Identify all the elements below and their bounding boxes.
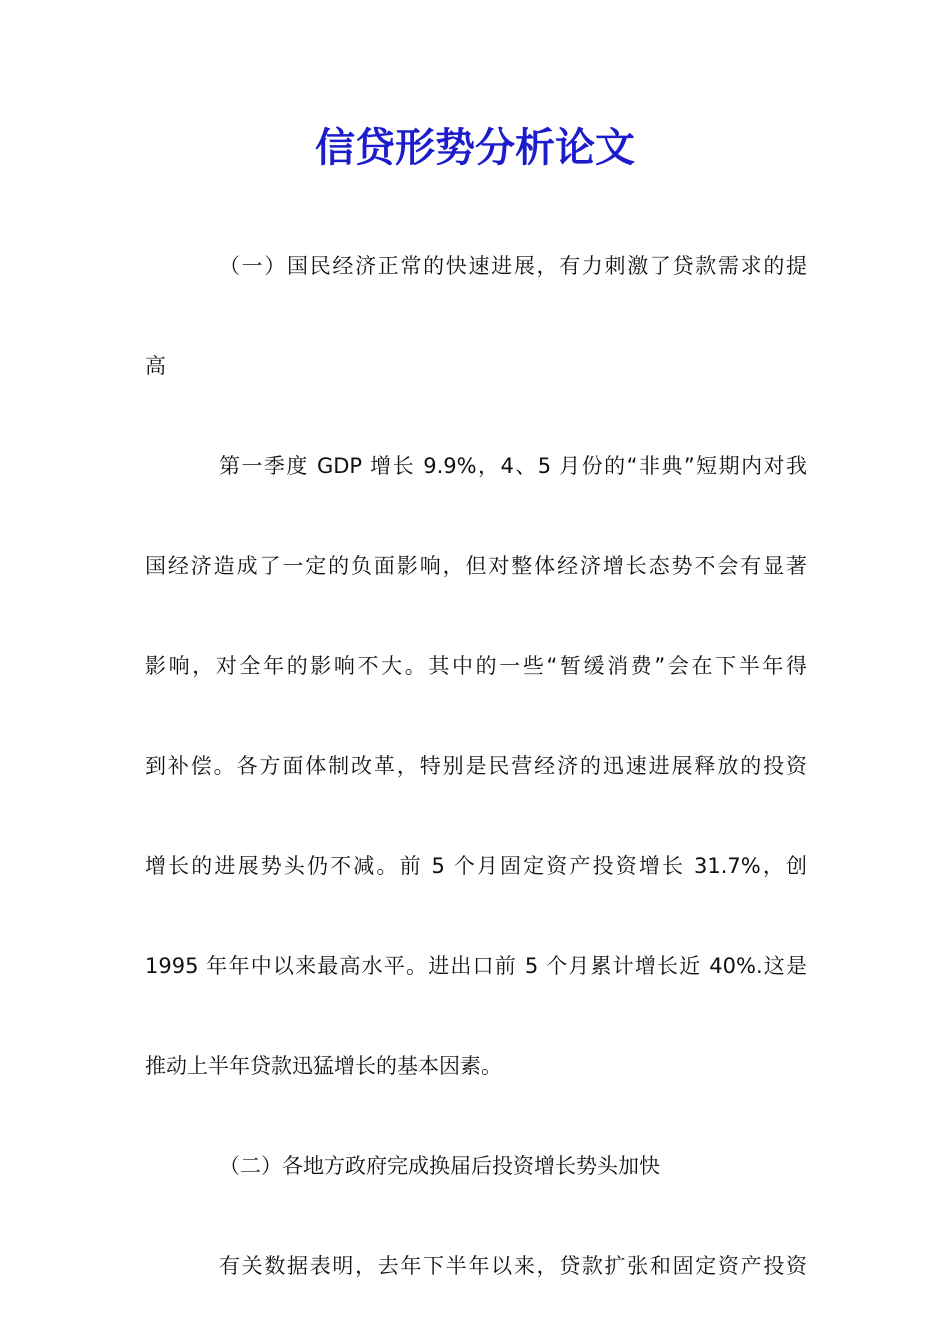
paragraph-line: 高 [145,354,166,378]
paragraph-line: 推动上半年贷款迅猛增长的基本因素。 [145,1054,502,1078]
paragraph-line: 第一季度 GDP 增长 9.9%，4、5 月份的“非典”短期内对我 [219,454,807,478]
paragraph-line: 1995 年年中以来最高水平。进出口前 5 个月累计增长近 40%.这是 [145,954,807,978]
paragraph-line: （一）国民经济正常的快速进展，有力刺激了贷款需求的提 [219,254,807,278]
paragraph-line: 有关数据表明，去年下半年以来，贷款扩张和固定资产投资 [219,1254,807,1278]
document-body [145,216,807,1316]
document-title: 信贷形势分析论文 [315,124,635,171]
paragraph-line: 影响，对全年的影响不大。其中的一些“暂缓消费”会在下半年得 [145,654,807,678]
paragraph-line: 到补偿。各方面体制改革，特别是民营经济的迅速进展释放的投资 [145,754,807,778]
paragraph-line: 国经济造成了一定的负面影响，但对整体经济增长态势不会有显著 [145,554,807,578]
section-heading: （二）各地方政府完成换届后投资增长势头加快 [219,1154,660,1178]
paragraph-line: 增长的进展势头仍不减。前 5 个月固定资产投资增长 31.7%，创 [145,854,807,878]
